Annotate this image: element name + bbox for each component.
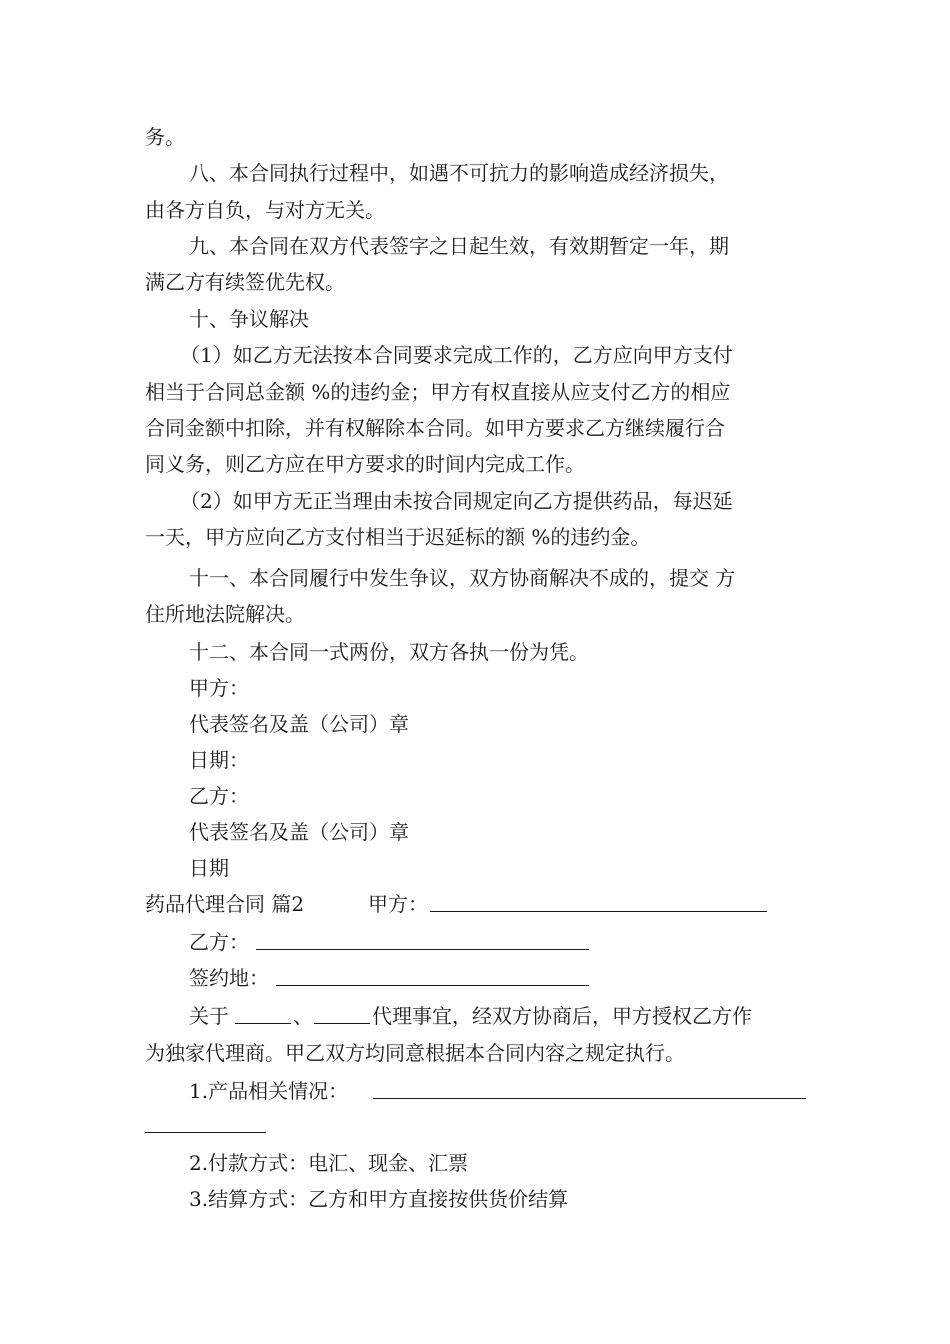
about-line-part-1: 关于 <box>189 1004 229 1028</box>
exclusive-agent-line: 为独家代理商。甲乙双方均同意根据本合同内容之规定执行。 <box>145 1041 685 1065</box>
settlement-method: 3.结算方式：乙方和甲方直接按供货价结算 <box>189 1187 569 1211</box>
about-line-separator: 、 <box>293 1004 313 1028</box>
clause-10-1-line-2: 相当于合同总金额 %的违约金；甲方有权直接从应支付乙方的相应 <box>145 380 731 404</box>
party-b-signature-label: 代表签名及盖（公司）章 <box>189 820 409 844</box>
party-a-signature-label: 代表签名及盖（公司）章 <box>189 712 409 736</box>
party-b-date-label: 日期 <box>189 856 229 880</box>
clause-12: 十二、本合同一式两份，双方各执一份为凭。 <box>189 640 589 664</box>
clause-10-2-line-1: （2）如甲方无正当理由未按合同规定向乙方提供药品，每迟延 <box>180 489 733 513</box>
party-b-fill-line <box>256 929 589 950</box>
text-line: 务。 <box>145 125 185 149</box>
clause-10-2-line-2: 一天，甲方应向乙方支付相当于迟延标的额 %的违约金。 <box>145 525 651 549</box>
party-b-label: 乙方： <box>189 784 249 808</box>
contract-2-party-a-label: 甲方： <box>368 892 428 916</box>
clause-10-heading: 十、争议解决 <box>189 307 309 331</box>
clause-10-1-line-3: 合同金额中扣除，并有权解除本合同。如甲方要求乙方继续履行合 <box>145 416 725 440</box>
party-a-fill-line <box>430 891 767 912</box>
clause-9-line-1: 九、本合同在双方代表签字之日起生效，有效期暂定一年，期 <box>189 234 729 258</box>
product-info-fill-line-continued <box>145 1132 266 1133</box>
party-a-label: 甲方： <box>189 676 249 700</box>
product-info-fill-line <box>373 1078 806 1099</box>
clause-8-line-1: 八、本合同执行过程中，如遇不可抗力的影响造成经济损失， <box>189 161 729 185</box>
about-line-part-2: 代理事宜，经双方协商后，甲方授权乙方作 <box>372 1004 752 1028</box>
clause-11-line-1: 十一、本合同履行中发生争议，双方协商解决不成的，提交 方 <box>189 566 736 590</box>
clause-8-line-2: 由各方自负，与对方无关。 <box>145 198 385 222</box>
clause-10-1-line-4: 同义务，则乙方应在甲方要求的时间内完成工作。 <box>145 452 585 476</box>
contract-2-party-b-label: 乙方： <box>189 930 249 954</box>
clause-10-1-line-1: （1）如乙方无法按本合同要求完成工作的，乙方应向甲方支付 <box>180 343 733 367</box>
product-blank-1 <box>235 1003 291 1024</box>
product-info-label: 1.产品相关情况： <box>189 1079 349 1103</box>
clause-9-line-2: 满乙方有续签优先权。 <box>145 270 345 294</box>
contract-2-title: 药品代理合同 篇2 <box>145 892 305 916</box>
party-a-date-label: 日期： <box>189 748 249 772</box>
clause-11-line-2: 住所地法院解决。 <box>145 602 305 626</box>
payment-method: 2.付款方式：电汇、现金、汇票 <box>189 1151 469 1175</box>
signing-place-fill-line <box>276 965 589 986</box>
product-blank-2 <box>314 1003 370 1024</box>
signing-place-label: 签约地： <box>189 966 269 990</box>
